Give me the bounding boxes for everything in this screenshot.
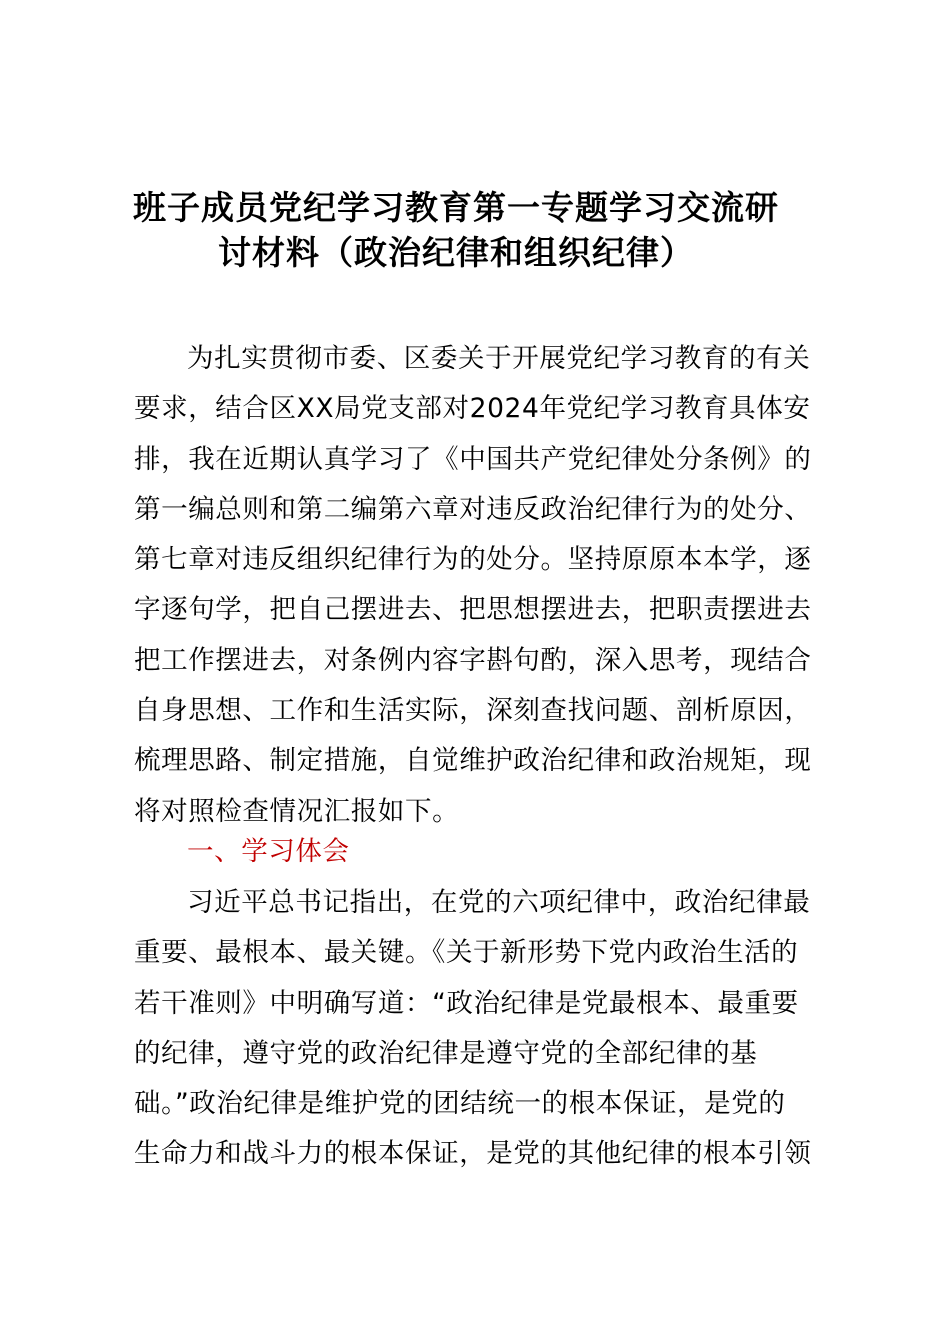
paragraph-line: 自身思想、工作和生活实际，深刻查找问题、剖析原因， bbox=[134, 695, 812, 727]
paragraph-line: 生命力和战斗力的根本保证，是党的其他纪律的根本引领 bbox=[134, 1138, 812, 1170]
paragraph-line: 为扎实贯彻市委、区委关于开展党纪学习教育的有关 bbox=[187, 343, 811, 374]
paragraph-line: 重要、最根本、最关键。《关于新形势下党内政治生活的 bbox=[134, 937, 799, 969]
paragraph-line: 字逐句学，把自己摆进去、把思想摆进去，把职责摆进去 bbox=[134, 594, 812, 626]
paragraph-line: 的纪律，遵守党的政治纪律是遵守党的全部纪律的基 bbox=[134, 1037, 758, 1069]
section-heading: 一、学习体会 bbox=[187, 836, 350, 867]
paragraph-line: 第一编总则和第二编第六章对违反政治纪律行为的处分、 bbox=[134, 493, 812, 525]
document-title-line-1: 班子成员党纪学习教育第一专题学习交流研 bbox=[133, 188, 779, 227]
section-heading-block bbox=[134, 827, 834, 877]
paragraph-line: 把工作摆进去，对条例内容字斟句酌，深入思考，现结合 bbox=[134, 644, 812, 676]
paragraph-line: 第七章对违反组织纪律行为的处分。坚持原原本本学，逐 bbox=[134, 544, 812, 576]
intro-paragraph bbox=[134, 334, 834, 837]
paragraph-line: 将对照检查情况汇报如下。 bbox=[134, 795, 460, 827]
paragraph-line: 排，我在近期认真学习了《中国共产党纪律处分条例》的 bbox=[134, 443, 812, 475]
paragraph-line: 要求，结合区XX局党支部对2024年党纪学习教育具体安 bbox=[134, 393, 811, 425]
body-paragraph bbox=[134, 878, 834, 1180]
paragraph-line: 梳理思路、制定措施，自觉维护政治纪律和政治规矩，现 bbox=[134, 745, 812, 777]
paragraph-line: 础。”政治纪律是维护党的团结统一的根本保证，是党的 bbox=[134, 1088, 786, 1120]
paragraph-line: 习近平总书记指出，在党的六项纪律中，政治纪律最 bbox=[187, 887, 811, 918]
paragraph-line: 若干准则》中明确写道：“政治纪律是党最根本、最重要 bbox=[134, 987, 799, 1019]
document-title-line-2: 讨材料（政治纪律和组织纪律） bbox=[218, 233, 694, 272]
